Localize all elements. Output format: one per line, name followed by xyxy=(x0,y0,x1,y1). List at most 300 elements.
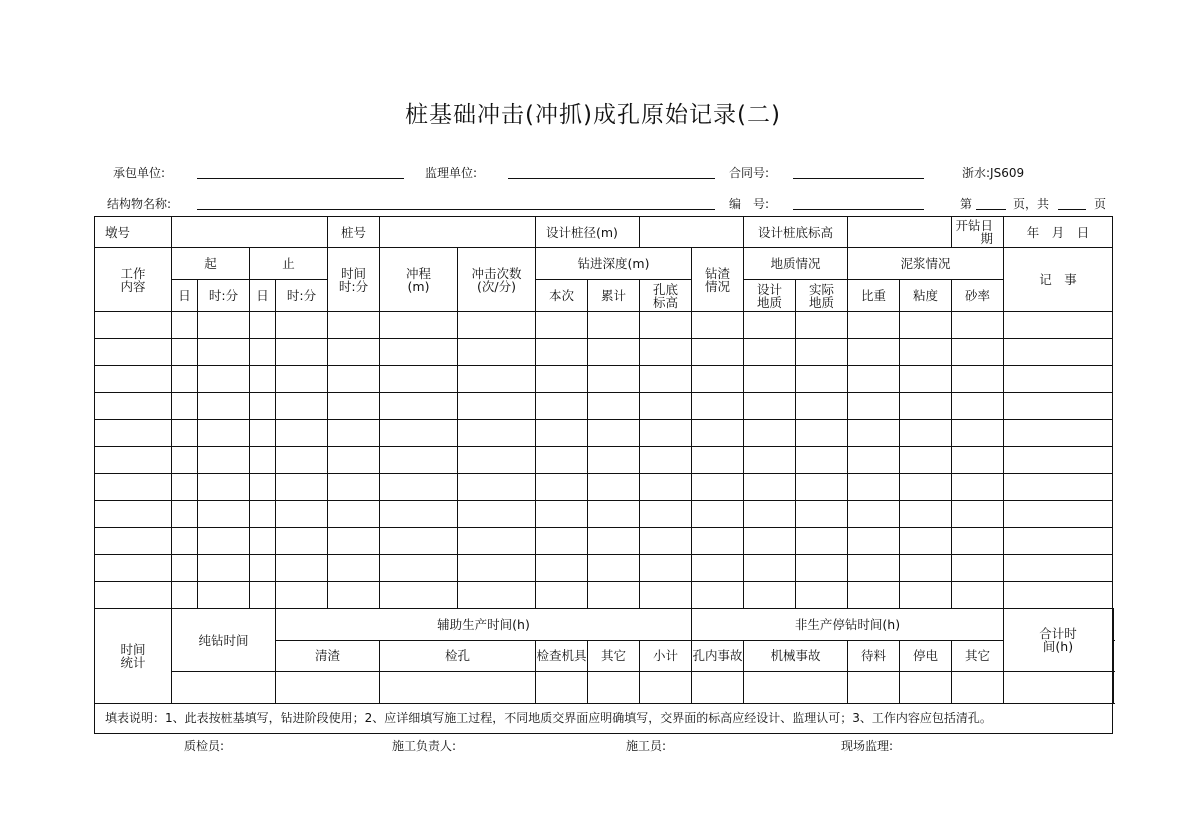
table-cell[interactable] xyxy=(380,393,458,420)
table-cell[interactable] xyxy=(900,420,952,447)
data-rows xyxy=(95,312,1114,609)
table-cell[interactable] xyxy=(744,582,796,609)
table-cell[interactable] xyxy=(640,312,692,339)
table-cell[interactable] xyxy=(250,420,276,447)
nonprod-machine-accident-value[interactable] xyxy=(744,672,848,704)
contract-no-field[interactable] xyxy=(793,178,924,179)
aux-subtotal-value[interactable] xyxy=(640,672,692,704)
table-cell[interactable] xyxy=(692,420,744,447)
table-cell[interactable] xyxy=(1004,528,1113,555)
table-cell[interactable] xyxy=(952,420,1004,447)
aux-other-value[interactable] xyxy=(588,672,640,704)
site-supervisor-label: 现场监理: xyxy=(841,739,894,753)
table-cell[interactable] xyxy=(328,447,380,474)
table-cell[interactable] xyxy=(588,393,640,420)
mud-header: 泥浆情况 xyxy=(848,248,1004,280)
table-cell[interactable] xyxy=(848,393,900,420)
table-cell[interactable] xyxy=(172,312,198,339)
worker-label: 施工员: xyxy=(626,739,667,753)
aux-item-other: 其它 xyxy=(588,640,640,672)
table-cell[interactable] xyxy=(458,555,536,582)
table-cell[interactable] xyxy=(796,582,848,609)
table-cell[interactable] xyxy=(900,447,952,474)
table-cell[interactable] xyxy=(536,339,588,366)
pile-no-value[interactable] xyxy=(380,217,536,248)
table-cell[interactable] xyxy=(640,555,692,582)
table-cell[interactable] xyxy=(744,501,796,528)
table-cell[interactable] xyxy=(458,501,536,528)
table-cell[interactable] xyxy=(692,474,744,501)
table-cell[interactable] xyxy=(536,312,588,339)
table-cell[interactable] xyxy=(588,528,640,555)
table-cell[interactable] xyxy=(172,393,198,420)
start-date-label: 开钻日期 xyxy=(952,217,1004,248)
table-cell[interactable] xyxy=(952,366,1004,393)
table-row xyxy=(95,501,1114,528)
table-cell[interactable] xyxy=(458,447,536,474)
table-cell[interactable] xyxy=(848,420,900,447)
table-cell[interactable] xyxy=(328,339,380,366)
table-cell[interactable] xyxy=(198,528,250,555)
record-table xyxy=(94,216,1114,734)
table-cell[interactable] xyxy=(276,339,328,366)
table-cell[interactable] xyxy=(796,312,848,339)
table-cell[interactable] xyxy=(172,582,198,609)
table-cell[interactable] xyxy=(640,420,692,447)
table-cell[interactable] xyxy=(276,447,328,474)
table-cell[interactable] xyxy=(848,555,900,582)
nonprod-waiting-material-value[interactable] xyxy=(848,672,900,704)
actual-geology-header: 实际 地质 xyxy=(809,281,835,310)
table-cell[interactable] xyxy=(900,393,952,420)
aux-item-equipment-check: 检查机具 xyxy=(536,640,588,672)
start-date-value[interactable]: 年 月 日 xyxy=(1004,217,1113,248)
table-cell[interactable] xyxy=(380,339,458,366)
structure-name-field[interactable] xyxy=(197,209,715,210)
table-cell[interactable] xyxy=(1004,582,1113,609)
serial-label: 编 号: xyxy=(729,197,770,211)
structure-name-label: 结构物名称: xyxy=(107,197,172,211)
this-time-header: 本次 xyxy=(536,280,588,312)
design-diameter-label: 设计桩径(m) xyxy=(536,217,640,248)
summary-row-values xyxy=(95,672,1114,704)
table-cell[interactable] xyxy=(380,312,458,339)
table-cell[interactable] xyxy=(1004,447,1113,474)
table-cell[interactable] xyxy=(198,312,250,339)
qc-label: 质检员: xyxy=(184,739,225,753)
pier-no-value[interactable] xyxy=(172,217,328,248)
page-number-field[interactable] xyxy=(976,209,1006,210)
table-cell[interactable] xyxy=(250,447,276,474)
design-geology-header: 设计 地质 xyxy=(756,281,782,310)
stop-hour-min-header: 时:分 xyxy=(276,280,328,312)
table-cell[interactable] xyxy=(198,339,250,366)
table-cell[interactable] xyxy=(588,339,640,366)
table-cell[interactable] xyxy=(744,447,796,474)
start-day-header: 日 xyxy=(172,280,198,312)
table-cell[interactable] xyxy=(1004,312,1113,339)
table-cell[interactable] xyxy=(848,366,900,393)
table-row xyxy=(95,582,1114,609)
start-header: 起 xyxy=(172,248,250,280)
aux-item-hole-check: 检孔 xyxy=(380,640,536,672)
contractor-field[interactable] xyxy=(197,178,404,179)
table-cell[interactable] xyxy=(95,420,172,447)
table-cell[interactable] xyxy=(796,339,848,366)
table-cell[interactable] xyxy=(380,501,458,528)
nonprod-hole-accident-value[interactable] xyxy=(692,672,744,704)
table-cell[interactable] xyxy=(536,582,588,609)
table-cell[interactable] xyxy=(536,420,588,447)
table-cell[interactable] xyxy=(1004,501,1113,528)
table-cell[interactable] xyxy=(796,528,848,555)
table-cell[interactable] xyxy=(328,501,380,528)
fill-instructions: 填表说明：1、此表按桩基填写，钻进阶段使用；2、应详细填写施工过程，不同地质交界面应明确填写，交界面的标高应经设计、监理认可；3、工作内容应包括清孔。 xyxy=(95,704,1113,734)
table-cell[interactable] xyxy=(692,528,744,555)
total-time-value[interactable] xyxy=(1113,672,1114,704)
table-cell[interactable] xyxy=(276,474,328,501)
total-time-label: 合计时 间(h) xyxy=(1039,626,1077,655)
table-cell[interactable] xyxy=(458,312,536,339)
table-cell[interactable] xyxy=(198,447,250,474)
table-cell[interactable] xyxy=(692,393,744,420)
contractor-label: 承包单位: xyxy=(113,166,166,180)
table-cell[interactable] xyxy=(536,474,588,501)
table-row xyxy=(95,447,1114,474)
table-cell[interactable] xyxy=(328,474,380,501)
geology-header: 地质情况 xyxy=(744,248,848,280)
table-cell[interactable] xyxy=(952,555,1004,582)
table-cell[interactable] xyxy=(692,555,744,582)
table-cell[interactable] xyxy=(250,501,276,528)
table-cell[interactable] xyxy=(796,420,848,447)
table-cell[interactable] xyxy=(250,312,276,339)
table-cell[interactable] xyxy=(380,420,458,447)
table-cell[interactable] xyxy=(588,447,640,474)
table-cell[interactable] xyxy=(952,339,1004,366)
table-cell[interactable] xyxy=(458,339,536,366)
table-cell[interactable] xyxy=(95,366,172,393)
table-cell[interactable] xyxy=(848,582,900,609)
contract-no-label: 合同号: xyxy=(729,166,770,180)
table-cell[interactable] xyxy=(95,582,172,609)
table-row xyxy=(95,528,1114,555)
table-cell[interactable] xyxy=(536,501,588,528)
table-cell[interactable] xyxy=(796,447,848,474)
nonprod-other-value[interactable] xyxy=(952,672,1004,704)
table-cell[interactable] xyxy=(588,501,640,528)
table-cell[interactable] xyxy=(328,366,380,393)
sand-rate-header: 砂率 xyxy=(952,280,1004,312)
table-cell[interactable] xyxy=(276,528,328,555)
table-cell[interactable] xyxy=(900,582,952,609)
table-cell[interactable] xyxy=(95,528,172,555)
table-cell[interactable] xyxy=(796,474,848,501)
design-bottom-label: 设计桩底标高 xyxy=(744,217,848,248)
table-cell[interactable] xyxy=(380,447,458,474)
table-cell[interactable] xyxy=(276,501,328,528)
table-cell[interactable] xyxy=(328,420,380,447)
table-cell[interactable] xyxy=(900,528,952,555)
table-cell[interactable] xyxy=(952,447,1004,474)
table-cell[interactable] xyxy=(536,366,588,393)
table-cell[interactable] xyxy=(198,582,250,609)
table-cell[interactable] xyxy=(900,474,952,501)
table-cell[interactable] xyxy=(458,528,536,555)
table-cell[interactable] xyxy=(588,312,640,339)
page-mid: 页，共 xyxy=(1013,197,1050,211)
table-cell[interactable] xyxy=(640,501,692,528)
table-cell[interactable] xyxy=(692,312,744,339)
construction-lead-label: 施工负责人: xyxy=(392,739,457,753)
table-cell[interactable] xyxy=(640,582,692,609)
form-code: 浙水:JS609 xyxy=(962,166,1025,180)
table-cell[interactable] xyxy=(172,339,198,366)
table-cell[interactable] xyxy=(172,420,198,447)
table-cell[interactable] xyxy=(848,528,900,555)
table-cell[interactable] xyxy=(744,339,796,366)
time-stats-label: 时间 统计 xyxy=(120,642,146,670)
table-cell[interactable] xyxy=(848,447,900,474)
table-cell[interactable] xyxy=(172,447,198,474)
table-cell[interactable] xyxy=(250,474,276,501)
table-cell[interactable] xyxy=(380,555,458,582)
table-cell[interactable] xyxy=(1004,366,1113,393)
table-cell[interactable] xyxy=(692,366,744,393)
table-cell[interactable] xyxy=(380,474,458,501)
table-cell[interactable] xyxy=(276,582,328,609)
pile-info-row xyxy=(95,217,1114,248)
table-cell[interactable] xyxy=(744,366,796,393)
design-bottom-value[interactable] xyxy=(848,217,952,248)
table-cell[interactable] xyxy=(95,339,172,366)
table-row xyxy=(95,555,1114,582)
page-total-field[interactable] xyxy=(1058,209,1086,210)
header-row-top xyxy=(95,248,1114,280)
table-cell[interactable] xyxy=(640,366,692,393)
note-row xyxy=(95,704,1114,734)
aux-item-subtotal: 小计 xyxy=(640,640,692,672)
stop-day-header: 日 xyxy=(250,280,276,312)
table-cell[interactable] xyxy=(536,555,588,582)
aux-item-clear-slag: 清渣 xyxy=(276,640,380,672)
table-cell[interactable] xyxy=(640,393,692,420)
design-diameter-value[interactable] xyxy=(640,217,744,248)
table-cell[interactable] xyxy=(1004,393,1113,420)
table-cell[interactable] xyxy=(172,528,198,555)
table-cell[interactable] xyxy=(952,501,1004,528)
table-cell[interactable] xyxy=(328,528,380,555)
table-cell[interactable] xyxy=(250,366,276,393)
table-cell[interactable] xyxy=(848,474,900,501)
table-cell[interactable] xyxy=(458,420,536,447)
table-cell[interactable] xyxy=(380,582,458,609)
table-cell[interactable] xyxy=(952,474,1004,501)
table-cell[interactable] xyxy=(198,474,250,501)
page-suffix: 页 xyxy=(1094,197,1107,211)
table-cell[interactable] xyxy=(458,582,536,609)
strikes-header: 冲击次数 (次/分) xyxy=(471,265,522,294)
table-cell[interactable] xyxy=(458,366,536,393)
table-cell[interactable] xyxy=(172,555,198,582)
table-cell[interactable] xyxy=(536,528,588,555)
table-cell[interactable] xyxy=(1004,474,1113,501)
table-cell[interactable] xyxy=(276,420,328,447)
nonprod-item-subtotal xyxy=(1113,640,1114,672)
table-cell[interactable] xyxy=(952,312,1004,339)
cumulative-header: 累计 xyxy=(588,280,640,312)
slag-header: 钻渣 情况 xyxy=(704,265,730,294)
table-cell[interactable] xyxy=(848,339,900,366)
table-cell[interactable] xyxy=(328,555,380,582)
table-cell[interactable] xyxy=(796,393,848,420)
table-cell[interactable] xyxy=(380,366,458,393)
table-cell[interactable] xyxy=(276,312,328,339)
page-prefix: 第 xyxy=(960,197,973,211)
table-row xyxy=(95,393,1114,420)
table-cell[interactable] xyxy=(250,528,276,555)
table-cell[interactable] xyxy=(952,582,1004,609)
table-cell[interactable] xyxy=(900,339,952,366)
table-cell[interactable] xyxy=(95,474,172,501)
hole-bottom-header: 孔底 标高 xyxy=(652,281,678,310)
table-cell[interactable] xyxy=(276,366,328,393)
serial-field[interactable] xyxy=(793,209,924,210)
aux-hole-check-value[interactable] xyxy=(380,672,536,704)
table-cell[interactable] xyxy=(588,582,640,609)
table-cell[interactable] xyxy=(536,393,588,420)
viscosity-header: 粘度 xyxy=(900,280,952,312)
table-row xyxy=(95,339,1114,366)
aux-time-label: 辅助生产时间(h) xyxy=(276,609,692,641)
table-cell[interactable] xyxy=(692,339,744,366)
table-cell[interactable] xyxy=(198,420,250,447)
table-cell[interactable] xyxy=(458,393,536,420)
table-cell[interactable] xyxy=(95,447,172,474)
table-cell[interactable] xyxy=(198,366,250,393)
table-cell[interactable] xyxy=(744,528,796,555)
table-cell[interactable] xyxy=(588,420,640,447)
aux-clear-slag-value[interactable] xyxy=(276,672,380,704)
table-cell[interactable] xyxy=(900,555,952,582)
table-cell[interactable] xyxy=(1004,555,1113,582)
nonprod-item-other: 其它 xyxy=(952,640,1004,672)
table-cell[interactable] xyxy=(276,393,328,420)
table-cell[interactable] xyxy=(744,474,796,501)
nonprod-item-hole-accident: 孔内事故 xyxy=(692,640,744,672)
table-cell[interactable] xyxy=(900,501,952,528)
table-cell[interactable] xyxy=(250,582,276,609)
table-cell[interactable] xyxy=(848,312,900,339)
net-drilling-label: 纯钻时间 xyxy=(172,609,276,672)
table-cell[interactable] xyxy=(692,501,744,528)
nonprod-item-power-outage: 停电 xyxy=(900,640,952,672)
table-cell[interactable] xyxy=(198,555,250,582)
table-cell[interactable] xyxy=(952,528,1004,555)
drill-depth-header: 钻进深度(m) xyxy=(536,248,692,280)
supervisor-field[interactable] xyxy=(508,178,715,179)
stroke-header: 冲程 (m) xyxy=(405,265,431,294)
table-cell[interactable] xyxy=(276,555,328,582)
table-cell[interactable] xyxy=(95,555,172,582)
table-cell[interactable] xyxy=(328,582,380,609)
work-content-header: 工作 内容 xyxy=(120,265,146,294)
gravity-header: 比重 xyxy=(848,280,900,312)
table-cell[interactable] xyxy=(95,312,172,339)
stop-header: 止 xyxy=(250,248,328,280)
duration-header: 时间 时:分 xyxy=(338,265,369,294)
table-cell[interactable] xyxy=(640,474,692,501)
table-cell[interactable] xyxy=(95,393,172,420)
table-row xyxy=(95,312,1114,339)
table-cell[interactable] xyxy=(744,555,796,582)
table-cell[interactable] xyxy=(588,474,640,501)
table-cell[interactable] xyxy=(952,393,1004,420)
table-cell[interactable] xyxy=(796,366,848,393)
table-row xyxy=(95,420,1114,447)
table-cell[interactable] xyxy=(744,393,796,420)
supervisor-label: 监理单位: xyxy=(425,166,478,180)
notes-header: 记 事 xyxy=(1004,248,1113,312)
table-cell[interactable] xyxy=(172,366,198,393)
table-cell[interactable] xyxy=(328,312,380,339)
table-cell[interactable] xyxy=(744,420,796,447)
table-cell[interactable] xyxy=(640,339,692,366)
header-row-bottom xyxy=(95,280,1114,312)
table-row xyxy=(95,366,1114,393)
table-cell[interactable] xyxy=(588,366,640,393)
table-row xyxy=(95,474,1114,501)
table-cell[interactable] xyxy=(1004,339,1113,366)
table-cell[interactable] xyxy=(95,501,172,528)
table-cell[interactable] xyxy=(198,393,250,420)
table-cell[interactable] xyxy=(198,501,250,528)
table-cell[interactable] xyxy=(172,501,198,528)
table-cell[interactable] xyxy=(848,501,900,528)
table-cell[interactable] xyxy=(900,312,952,339)
table-cell[interactable] xyxy=(640,528,692,555)
table-cell[interactable] xyxy=(250,393,276,420)
table-cell[interactable] xyxy=(328,393,380,420)
nonprod-item-machine-accident: 机械事故 xyxy=(744,640,848,672)
table-cell[interactable] xyxy=(588,555,640,582)
nonprod-item-waiting-material: 待料 xyxy=(848,640,900,672)
table-cell[interactable] xyxy=(250,339,276,366)
table-cell[interactable] xyxy=(536,447,588,474)
pier-no-label: 墩号 xyxy=(95,217,172,248)
nonprod-time-label: 非生产停钻时间(h) xyxy=(692,609,1004,641)
summary-row-top xyxy=(95,609,1114,641)
nonprod-power-outage-value[interactable] xyxy=(900,672,952,704)
table-cell[interactable] xyxy=(900,366,952,393)
table-cell[interactable] xyxy=(692,447,744,474)
table-cell[interactable] xyxy=(380,528,458,555)
table-cell[interactable] xyxy=(744,312,796,339)
table-cell[interactable] xyxy=(250,555,276,582)
table-cell[interactable] xyxy=(796,555,848,582)
table-cell[interactable] xyxy=(796,501,848,528)
start-hour-min-header: 时:分 xyxy=(198,280,250,312)
table-cell[interactable] xyxy=(172,474,198,501)
page-title: 桩基础冲击(冲抓)成孔原始记录(二) xyxy=(405,102,781,128)
table-cell[interactable] xyxy=(1004,420,1113,447)
nonprod-subtotal-value[interactable] xyxy=(1004,672,1113,704)
aux-equipment-check-value[interactable] xyxy=(536,672,588,704)
table-cell[interactable] xyxy=(640,447,692,474)
table-cell[interactable] xyxy=(458,474,536,501)
net-drilling-value[interactable] xyxy=(172,672,276,704)
table-cell[interactable] xyxy=(692,582,744,609)
